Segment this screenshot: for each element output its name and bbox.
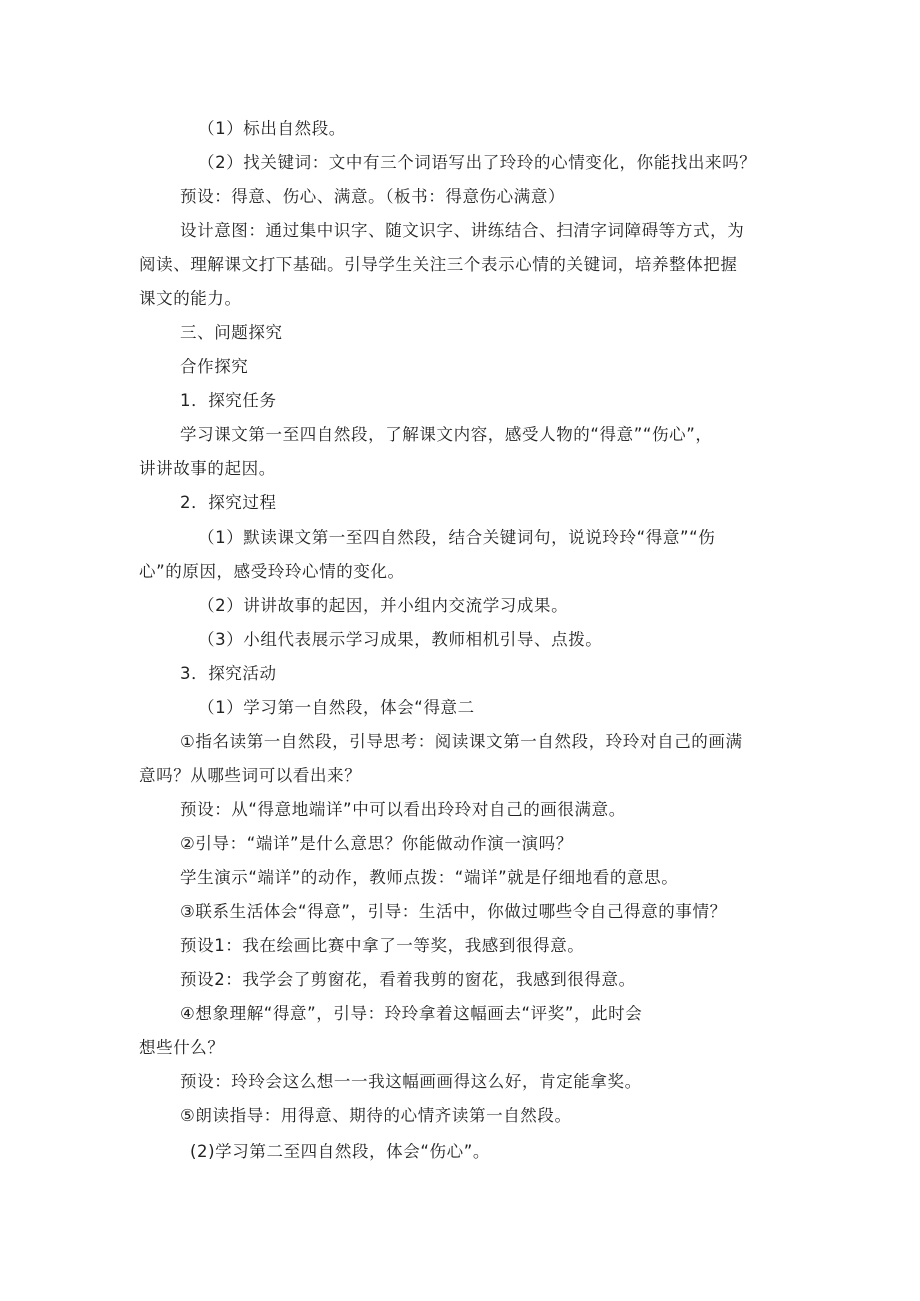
text-line: ③联系生活体会“得意”，引导：生活中，你做过哪些令自己得意的事情？ <box>180 902 727 921</box>
text-line: 课文的能力。 <box>139 289 242 308</box>
text-line: ②引导：“端详”是什么意思？你能做动作演一演吗？ <box>180 834 573 853</box>
text-line: （2）找关键词：文中有三个词语写出了玲玲的心情变化，你能找出来吗？ <box>198 153 757 172</box>
text-line: 心”的原因，感受玲玲心情的变化。 <box>139 562 405 581</box>
text-line: （1）学习第一自然段，体会“得意二 <box>198 698 475 717</box>
text-line: (2)学习第二至四自然段，体会“伤心”。 <box>190 1142 490 1161</box>
numbered-heading: 1．探究任务 <box>180 391 277 410</box>
text-line: 想些什么？ <box>139 1038 225 1057</box>
text-line: ①指名读第一自然段，引导思考：阅读课文第一自然段，玲玲对自己的画满 <box>180 732 743 751</box>
numbered-heading: 3．探究活动 <box>180 664 277 683</box>
text-line: 阅读、理解课文打下基础。引导学生关注三个表示心情的关键词，培养整体把握 <box>139 255 738 274</box>
text-line: （1）标出自然段。 <box>198 119 346 138</box>
text-line: 预设2：我学会了剪窗花，看着我剪的窗花，我感到很得意。 <box>180 970 636 989</box>
text-line: （1）默读课文第一至四自然段，结合关键词句，说说玲玲“得意”“伤 <box>198 528 716 547</box>
subsection-heading: 合作探究 <box>180 357 249 376</box>
text-line: ④想象理解“得意”，引导：玲玲拿着这幅画去“评奖”，此时会 <box>180 1004 643 1023</box>
text-line: （3）小组代表展示学习成果，教师相机引导、点拨。 <box>198 630 603 649</box>
text-line: 设计意图：通过集中识字、随文识字、讲练结合、扫清字词障碍等方式，为 <box>180 221 745 240</box>
section-heading: 三、问题探究 <box>180 323 283 342</box>
text-line: 学习课文第一至四自然段，了解课文内容，感受人物的“得意”“伤心”， <box>180 425 713 444</box>
text-line: 学生演示“端详”的动作，教师点拨：“端详”就是仔细地看的意思。 <box>180 868 679 887</box>
text-line: ⑤朗读指导：用得意、期待的心情齐读第一自然段。 <box>180 1106 572 1125</box>
text-line: 预设：从“得意地端详”中可以看出玲玲对自己的画很满意。 <box>180 800 626 819</box>
text-line: 讲讲故事的起因。 <box>139 459 276 478</box>
text-line: 意吗？从哪些词可以看出来？ <box>139 766 362 785</box>
text-line: 预设：玲玲会这么想一一我这幅画画得这么好，肯定能拿奖。 <box>180 1072 642 1091</box>
text-line: （2）讲讲故事的起因，并小组内交流学习成果。 <box>198 596 569 615</box>
numbered-heading: 2．探究过程 <box>180 493 277 512</box>
text-line: 预设1：我在绘画比赛中拿了一等奖，我感到很得意。 <box>180 936 585 955</box>
text-line: 预设：得意、伤心、满意。（板书：得意伤心满意） <box>180 187 566 206</box>
